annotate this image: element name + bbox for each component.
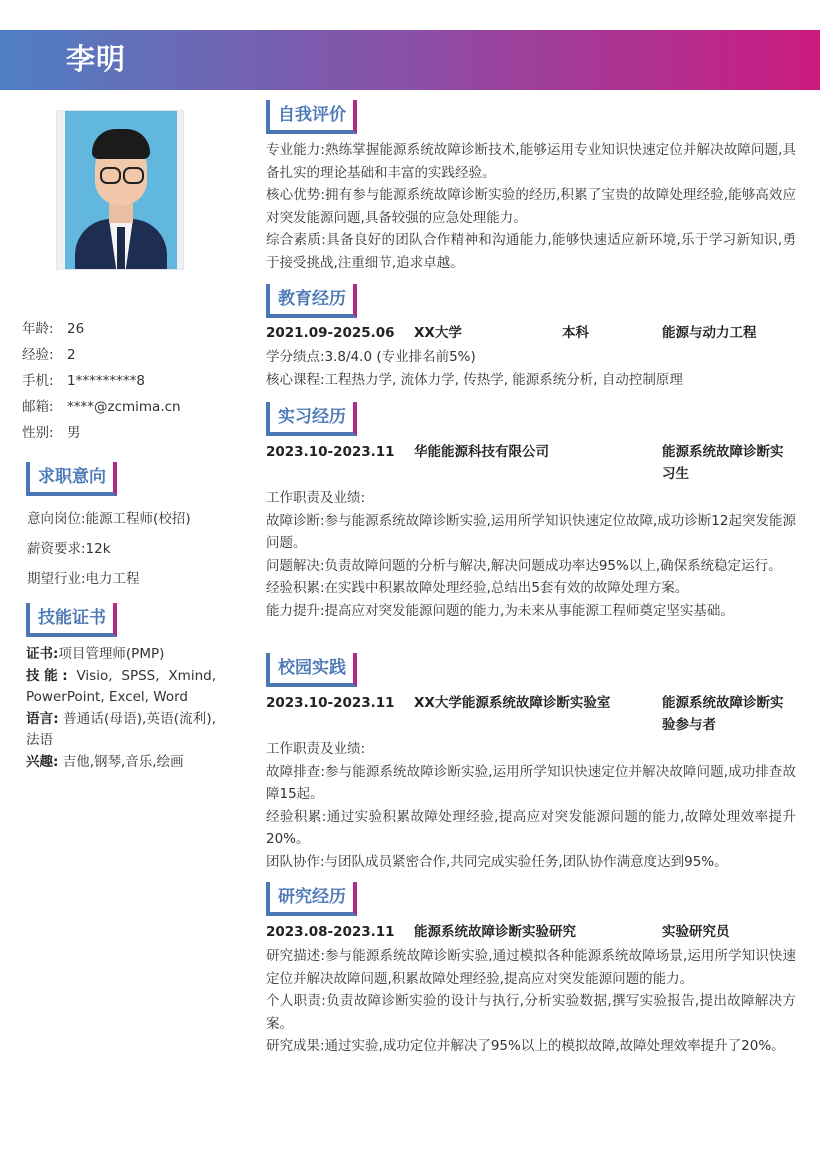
- education-school: XX大学: [414, 325, 462, 341]
- photo-tie: [117, 227, 125, 269]
- photo-hair: [92, 129, 150, 159]
- education-date: 2021.09-2025.06: [266, 325, 395, 341]
- research-date: 2023.08-2023.11: [266, 924, 395, 940]
- internship-role: 能源系统故障诊断实习生: [662, 444, 784, 482]
- section-title-skills: 技能证书: [26, 603, 117, 637]
- research-line: 研究成果:通过实验,成功定位并解决了95%以上的模拟故障,故障处理效率提升了20%。: [266, 1038, 785, 1054]
- profile-photo: [65, 111, 177, 269]
- photo-glasses-left: [100, 167, 121, 184]
- research-project: 能源系统故障诊断实验研究: [414, 924, 576, 940]
- campus-line: 故障排查:参与能源系统故障诊断实验,运用所学知识快速定位并解决故障问题,成功排查故障15起。: [266, 763, 796, 802]
- section-title-self-eval: 自我评价: [266, 100, 357, 134]
- self-eval-para: 综合素质:具备良好的团队合作精神和沟通能力,能够快速适应新环境,乐于学习新知识,勇于接受挑战,注重细节,追求卓越。: [266, 232, 796, 271]
- profile-photo-frame: [56, 110, 184, 270]
- intent-salary: 薪资要求:12k: [27, 541, 111, 557]
- education-header-row: [266, 322, 796, 344]
- education-line: 学分绩点:3.8/4.0 (专业排名前5%): [266, 349, 476, 365]
- research-line: 个人职责:负责故障诊断实验的设计与执行,分析实验数据,撰写实验报告,提出故障解决方案。: [266, 993, 796, 1032]
- skill-certificate: 证书:项目管理师(PMP): [26, 646, 165, 662]
- education-major: 能源与动力工程: [662, 325, 757, 341]
- candidate-name: 李明: [66, 42, 127, 76]
- photo-glasses-right: [123, 167, 144, 184]
- education-degree: 本科: [562, 325, 589, 341]
- education-body: [266, 346, 796, 391]
- internship-org: 华能能源科技有限公司: [414, 444, 549, 460]
- section-title-intent: 求职意向: [26, 462, 117, 496]
- info-phone: 手机: 1*********8: [22, 373, 145, 389]
- section-title-research: 研究经历: [266, 882, 357, 916]
- research-role: 实验研究员: [662, 924, 730, 940]
- internship-line: 经验积累:在实践中积累故障处理经验,总结出5套有效的故障处理方案。: [266, 580, 689, 596]
- internship-body: [266, 487, 796, 622]
- skill-interests: 兴趣: 吉他,钢琴,音乐,绘画: [26, 753, 184, 770]
- campus-line: 经验积累:通过实验积累故障处理经验,提高应对突发能源问题的能力,故障处理效率提升20%。: [266, 808, 796, 847]
- education-line: 核心课程:工程热力学, 流体力学, 传热学, 能源系统分析, 自动控制原理: [266, 371, 683, 388]
- campus-org: XX大学能源系统故障诊断实验室: [414, 695, 611, 711]
- campus-header-row: [266, 692, 796, 736]
- self-eval-body: [266, 139, 796, 274]
- section-title-internship: 实习经历: [266, 402, 357, 436]
- internship-line: 故障诊断:参与能源系统故障诊断实验,运用所学知识快速定位故障,成功诊断12起突发能源问题。: [266, 512, 796, 551]
- internship-date: 2023.10-2023.11: [266, 444, 395, 460]
- internship-header-row: [266, 441, 796, 485]
- campus-body: [266, 738, 796, 873]
- campus-date: 2023.10-2023.11: [266, 695, 395, 711]
- self-eval-para: 专业能力:熟练掌握能源系统故障诊断技术,能够运用专业知识快速定位并解决故障问题,具备扎实的理论基础和丰富的实践经验。: [266, 142, 796, 181]
- self-eval-para: 核心优势:拥有参与能源系统故障诊断实验的经历,积累了宝贵的故障处理经验,能够高效应对突发能源问题,具备较强的应急处理能力。: [266, 187, 796, 226]
- research-header-row: [266, 921, 796, 943]
- internship-line: 能力提升:提高应对突发能源问题的能力,为未来从事能源工程师奠定坚实基础。: [266, 602, 734, 619]
- skill-tools: 技能: Visio, SPSS, Xmind, PowerPoint, Excel, Word: [26, 667, 216, 705]
- intent-position: 意向岗位:能源工程师(校招): [27, 511, 191, 527]
- skills-list: [26, 644, 216, 773]
- section-title-education: 教育经历: [266, 284, 357, 318]
- section-title-campus: 校园实践: [266, 653, 357, 687]
- skill-language: 语言: 普通话(母语),英语(流利),法语: [26, 710, 216, 748]
- info-age: 年龄: 26: [22, 321, 85, 337]
- info-gender: 性别: 男: [22, 425, 81, 441]
- research-line: 研究描述:参与能源系统故障诊断实验,通过模拟各种能源系统故障场景,运用所学知识快速定位并解决故障问题,积累故障处理经验,提高应对突发能源问题的能力。: [266, 948, 796, 987]
- intent-list: [27, 508, 227, 598]
- research-body: [266, 945, 796, 1058]
- internship-line: 问题解决:负责故障问题的分析与解决,解决问题成功率达95%以上,确保系统稳定运行。: [266, 557, 782, 574]
- intent-industry: 期望行业:电力工程: [27, 571, 140, 587]
- basic-info: [22, 318, 222, 448]
- info-email: 邮箱: ****@zcmima.cn: [22, 399, 181, 415]
- campus-role: 能源系统故障诊断实验参与者: [662, 695, 784, 733]
- campus-line: 团队协作:与团队成员紧密合作,共同完成实验任务,团队协作满意度达到95%。: [266, 853, 728, 870]
- info-experience: 经验: 2: [22, 347, 76, 363]
- internship-line: 工作职责及业绩:: [266, 490, 366, 506]
- campus-line: 工作职责及业绩:: [266, 741, 366, 757]
